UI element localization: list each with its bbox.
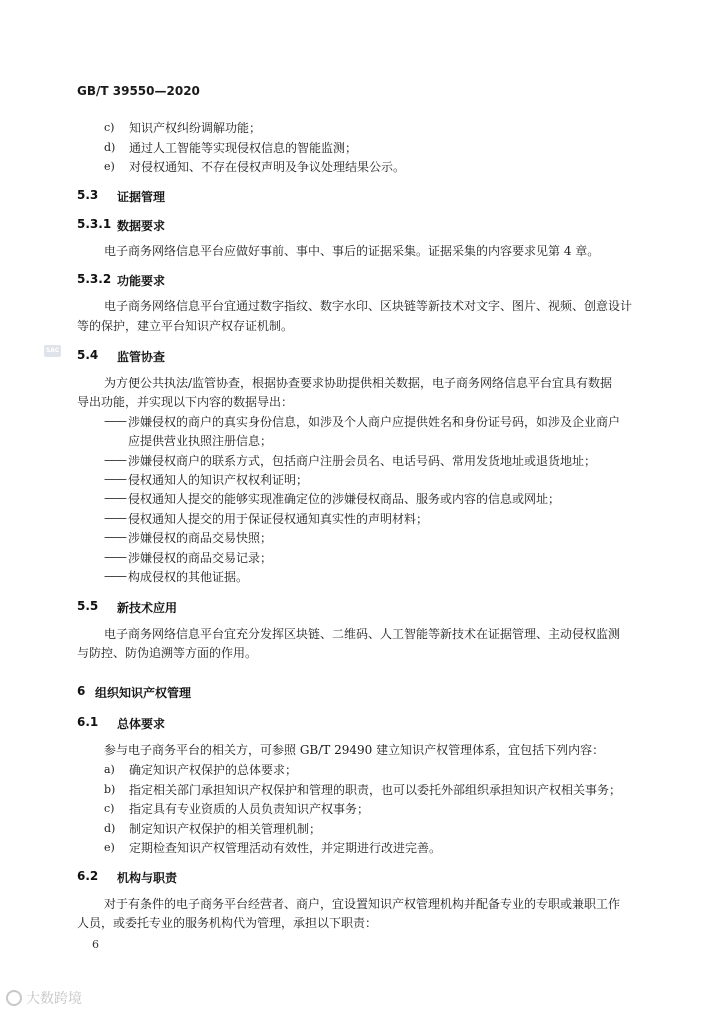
section-number: 6.2: [77, 869, 99, 883]
dash-list-item: 涉嫌侵权的商户的真实身份信息，如涉及个人商户应提供姓名和身份证号码，如涉及企业商户: [128, 415, 621, 429]
dash-list-item-continuation: 应提供营业执照注册信息；: [128, 434, 273, 448]
list-item: 指定具有专业资质的人员负责知识产权事务；: [129, 802, 370, 816]
sac-watermark-stamp: SAC: [44, 345, 61, 357]
section-title: 机构与职责: [117, 871, 178, 885]
list-marker: d): [104, 822, 116, 835]
paragraph-line: 等的保护，建立平台知识产权存证机制。: [77, 319, 294, 333]
dash-list-item: 涉嫌侵权的商品交易记录；: [128, 551, 273, 565]
paragraph-line: 导出功能，并实现以下内容的数据导出：: [77, 395, 294, 409]
list-item: 定期检查知识产权管理活动有效性，并定期进行改进完善。: [129, 841, 442, 855]
dash-marker: ——: [104, 550, 126, 564]
list-marker: e): [104, 841, 115, 854]
dash-marker: ——: [104, 414, 126, 428]
list-item: 知识产权纠纷调解功能；: [129, 121, 262, 135]
list-marker: d): [104, 141, 116, 154]
section-title: 新技术应用: [117, 601, 178, 615]
dash-list-item: 侵权通知人提交的能够实现准确定位的涉嫌侵权商品、服务或内容的信息或网址；: [128, 492, 561, 506]
dash-marker: ——: [104, 453, 126, 467]
chapter-number: 6: [77, 684, 86, 698]
list-item: 确定知识产权保护的总体要求；: [129, 763, 298, 777]
section-title: 证据管理: [117, 190, 166, 204]
page-number: 6: [92, 938, 99, 951]
dash-list-item: 涉嫌侵权商户的联系方式，包括商户注册会员名、电话号码、常用发货地址或退货地址；: [128, 454, 597, 468]
dash-marker: ——: [104, 569, 126, 583]
section-number: 5.3: [77, 188, 99, 202]
list-marker: a): [104, 763, 115, 776]
list-item: 制定知识产权保护的相关管理机制；: [129, 822, 322, 836]
paragraph-line: 参与电子商务平台的相关方，可参照 GB/T 29490 建立知识产权管理体系，宜包括下列内容：: [104, 743, 605, 757]
brand-logo-icon: [6, 990, 22, 1006]
list-marker: b): [104, 783, 116, 796]
section-number: 6.1: [77, 715, 99, 729]
dash-list-item: 涉嫌侵权的商品交易快照；: [128, 531, 273, 545]
section-title: 功能要求: [117, 274, 166, 288]
section-title: 总体要求: [117, 717, 166, 731]
paragraph-line: 电子商务网络信息平台应做好事前、事中、事后的证据采集。证据采集的内容要求见第 4 章。: [104, 244, 600, 258]
brand-watermark-text: 大数跨境: [26, 991, 82, 1007]
paragraph-line: 与防控、防伪追溯等方面的作用。: [77, 646, 258, 660]
dash-marker: ——: [104, 530, 126, 544]
dash-marker: ——: [104, 511, 126, 525]
section-number: 5.3.2: [77, 272, 112, 286]
dash-list-item: 侵权通知人提交的用于保证侵权通知真实性的声明材料；: [128, 512, 429, 526]
dash-list-item: 侵权通知人的知识产权权利证明；: [128, 473, 309, 487]
dash-marker: ——: [104, 491, 126, 505]
dash-marker: ——: [104, 472, 126, 486]
chapter-title: 组织知识产权管理: [95, 686, 192, 700]
list-item: 指定相关部门承担知识产权保护和管理的职责，也可以委托外部组织承担知识产权相关事务；: [129, 783, 622, 797]
section-number: 5.4: [77, 348, 99, 362]
section-title: 监管协查: [117, 350, 166, 364]
list-item: 通过人工智能等实现侵权信息的智能监测；: [129, 141, 358, 155]
paragraph-line: 对于有条件的电子商务平台经营者、商户，宜设置知识产权管理机构并配备专业的专职或兼职工作: [104, 897, 621, 911]
dash-list-item: 构成侵权的其他证据。: [128, 570, 249, 584]
paragraph-line: 人员，或委托专业的服务机构代为管理，承担以下职责：: [77, 916, 378, 930]
paragraph-line: 电子商务网络信息平台宜通过数字指纹、数字水印、区块链等新技术对文字、图片、视频、创意设计: [104, 299, 633, 313]
paragraph-line: 为方便公共执法/监管协查，根据协查要求协助提供相关数据，电子商务网络信息平台宜具有数据: [104, 376, 613, 390]
standard-code-header: GB/T 39550—2020: [77, 84, 200, 98]
list-marker: e): [104, 160, 115, 173]
list-marker: c): [104, 802, 115, 815]
list-marker: c): [104, 121, 115, 134]
section-number: 5.3.1: [77, 217, 112, 231]
list-item: 对侵权通知、不存在侵权声明及争议处理结果公示。: [129, 160, 406, 174]
section-number: 5.5: [77, 599, 99, 613]
section-title: 数据要求: [117, 219, 166, 233]
paragraph-line: 电子商务网络信息平台宜充分发挥区块链、二维码、人工智能等新技术在证据管理、主动侵权监测: [104, 627, 621, 641]
brand-watermark: [6, 988, 82, 1008]
